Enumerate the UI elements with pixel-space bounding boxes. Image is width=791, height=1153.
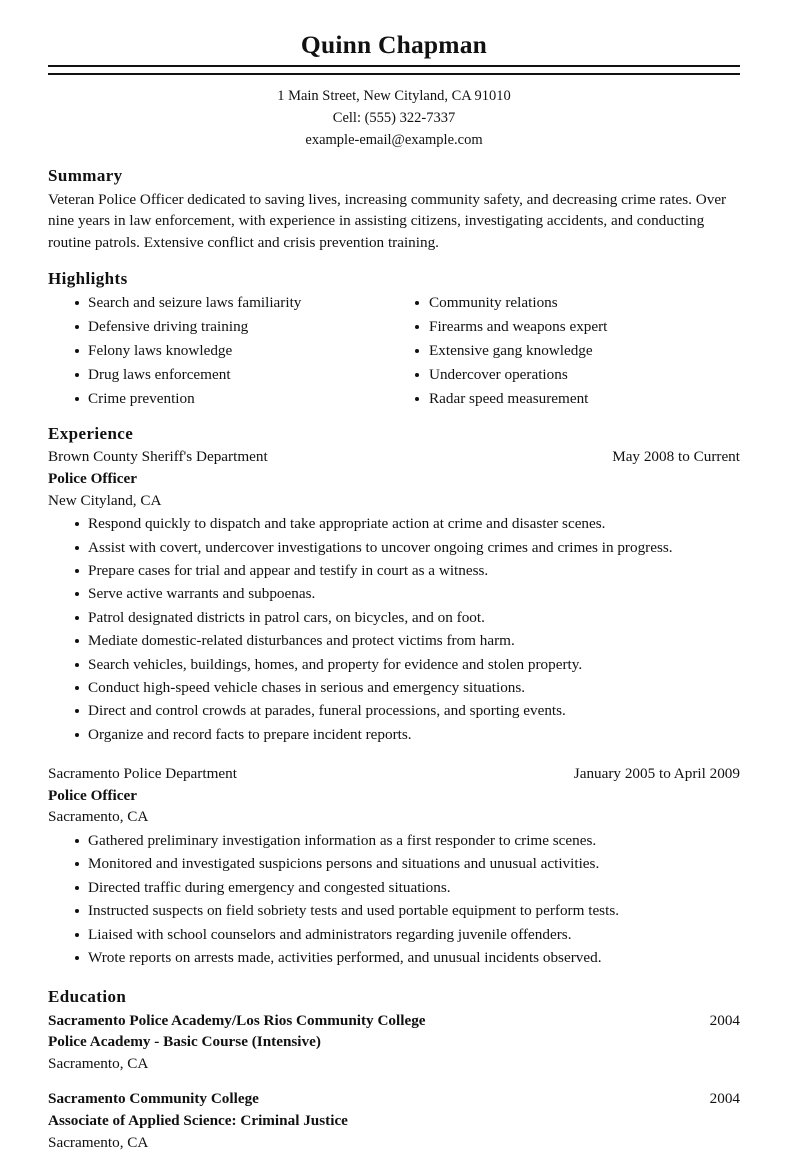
degree-name: Associate of Applied Science: Criminal Justice xyxy=(48,1111,348,1129)
list-item: Crime prevention xyxy=(48,387,394,411)
list-item: Firearms and weapons expert xyxy=(394,315,740,339)
list-item: Serve active warrants and subpoenas. xyxy=(48,582,740,605)
job-title: Police Officer xyxy=(48,786,137,804)
job-title: Police Officer xyxy=(48,470,137,488)
job-duties-list xyxy=(48,829,740,969)
education-entry-header xyxy=(48,1088,740,1110)
list-item: Drug laws enforcement xyxy=(48,363,394,387)
list-item: Patrol designated districts in patrol cars, on bicycles, and on foot. xyxy=(48,606,740,629)
job-location: New Cityland, CA xyxy=(48,491,162,509)
list-item: Undercover operations xyxy=(394,363,740,387)
education-section xyxy=(48,986,740,1153)
list-item: Liaised with school counselors and administrators regarding juvenile offenders. xyxy=(48,923,740,946)
highlights-columns xyxy=(48,291,740,411)
list-item: Radar speed measurement xyxy=(394,387,740,411)
summary-heading: Summary xyxy=(48,166,123,186)
list-item: Respond quickly to dispatch and take appropriate action at crime and disaster scenes. xyxy=(48,512,740,535)
employment-dates: May 2008 to Current xyxy=(612,448,740,466)
school-location: Sacramento, CA xyxy=(48,1054,149,1072)
list-item: Assist with covert, undercover investigations to uncover ongoing crimes and crimes in progress. xyxy=(48,536,740,559)
list-item: Prepare cases for trial and appear and testify in court as a witness. xyxy=(48,559,740,582)
list-item: Felony laws knowledge xyxy=(48,339,394,363)
experience-entry xyxy=(48,446,740,746)
list-item: Direct and control crowds at parades, funeral processions, and sporting events. xyxy=(48,699,740,722)
employer-name: Brown County Sheriff's Department xyxy=(48,448,268,466)
education-entries xyxy=(48,1010,740,1153)
employment-dates: January 2005 to April 2009 xyxy=(573,765,740,783)
list-item: Extensive gang knowledge xyxy=(394,339,740,363)
experience-entries xyxy=(48,446,740,969)
contact-phone: Cell: (555) 322-7337 xyxy=(332,110,456,127)
school-name: Sacramento Police Academy/Los Rios Community College xyxy=(48,1011,426,1029)
highlights-list-left xyxy=(48,291,394,411)
education-entry-header xyxy=(48,1010,740,1032)
school-location: Sacramento, CA xyxy=(48,1133,149,1151)
list-item: Search and seizure laws familiarity xyxy=(48,291,394,315)
experience-section xyxy=(48,423,740,969)
list-item: Mediate domestic-related disturbances and protect victims from harm. xyxy=(48,629,740,652)
header-divider-rule xyxy=(48,65,740,75)
education-entry xyxy=(48,1088,740,1153)
highlights-list-right xyxy=(394,291,740,411)
education-entry xyxy=(48,1010,740,1075)
list-item: Conduct high-speed vehicle chases in serious and emergency situations. xyxy=(48,676,740,699)
job-duties-list xyxy=(48,512,740,746)
job-location: Sacramento, CA xyxy=(48,808,149,826)
summary-paragraph: Veteran Police Officer dedicated to saving lives, increasing community safety, and decreasing crime rates. Over nine years in law enforcement, with experience in assisting citizens, investigating accidents, and conducting routine patrols. Extensive conflict and crisis prevention training. xyxy=(48,190,727,252)
graduation-year: 2004 xyxy=(709,1090,740,1108)
list-item: Directed traffic during emergency and congested situations. xyxy=(48,876,740,899)
highlights-column-right xyxy=(394,291,740,411)
summary-section xyxy=(48,165,740,253)
list-item: Organize and record facts to prepare incident reports. xyxy=(48,723,740,746)
list-item: Monitored and investigated suspicions persons and situations and unusual activities. xyxy=(48,852,740,875)
contact-address: 1 Main Street, New Cityland, CA 91010 xyxy=(277,88,511,105)
education-heading: Education xyxy=(48,987,127,1007)
highlights-column-left xyxy=(48,291,394,411)
experience-heading: Experience xyxy=(48,424,134,444)
school-name: Sacramento Community College xyxy=(48,1090,259,1108)
employer-name: Sacramento Police Department xyxy=(48,765,237,783)
contact-email: example-email@example.com xyxy=(305,132,483,149)
candidate-name: Quinn Chapman xyxy=(300,30,488,59)
list-item: Instructed suspects on field sobriety tests and used portable equipment to perform tests. xyxy=(48,899,740,922)
list-item: Defensive driving training xyxy=(48,315,394,339)
highlights-section xyxy=(48,268,740,411)
experience-entry xyxy=(48,763,740,969)
highlights-heading: Highlights xyxy=(48,268,128,288)
list-item: Search vehicles, buildings, homes, and property for evidence and stolen property. xyxy=(48,653,740,676)
list-item: Wrote reports on arrests made, activities performed, and unusual incidents observed. xyxy=(48,946,740,969)
list-item: Community relations xyxy=(394,291,740,315)
list-item: Gathered preliminary investigation information as a first responder to crime scenes. xyxy=(48,829,740,852)
resume-header xyxy=(48,30,740,151)
graduation-year: 2004 xyxy=(709,1011,740,1029)
experience-entry-header xyxy=(48,446,740,468)
degree-name: Police Academy - Basic Course (Intensive) xyxy=(48,1033,321,1051)
experience-entry-header xyxy=(48,763,740,785)
